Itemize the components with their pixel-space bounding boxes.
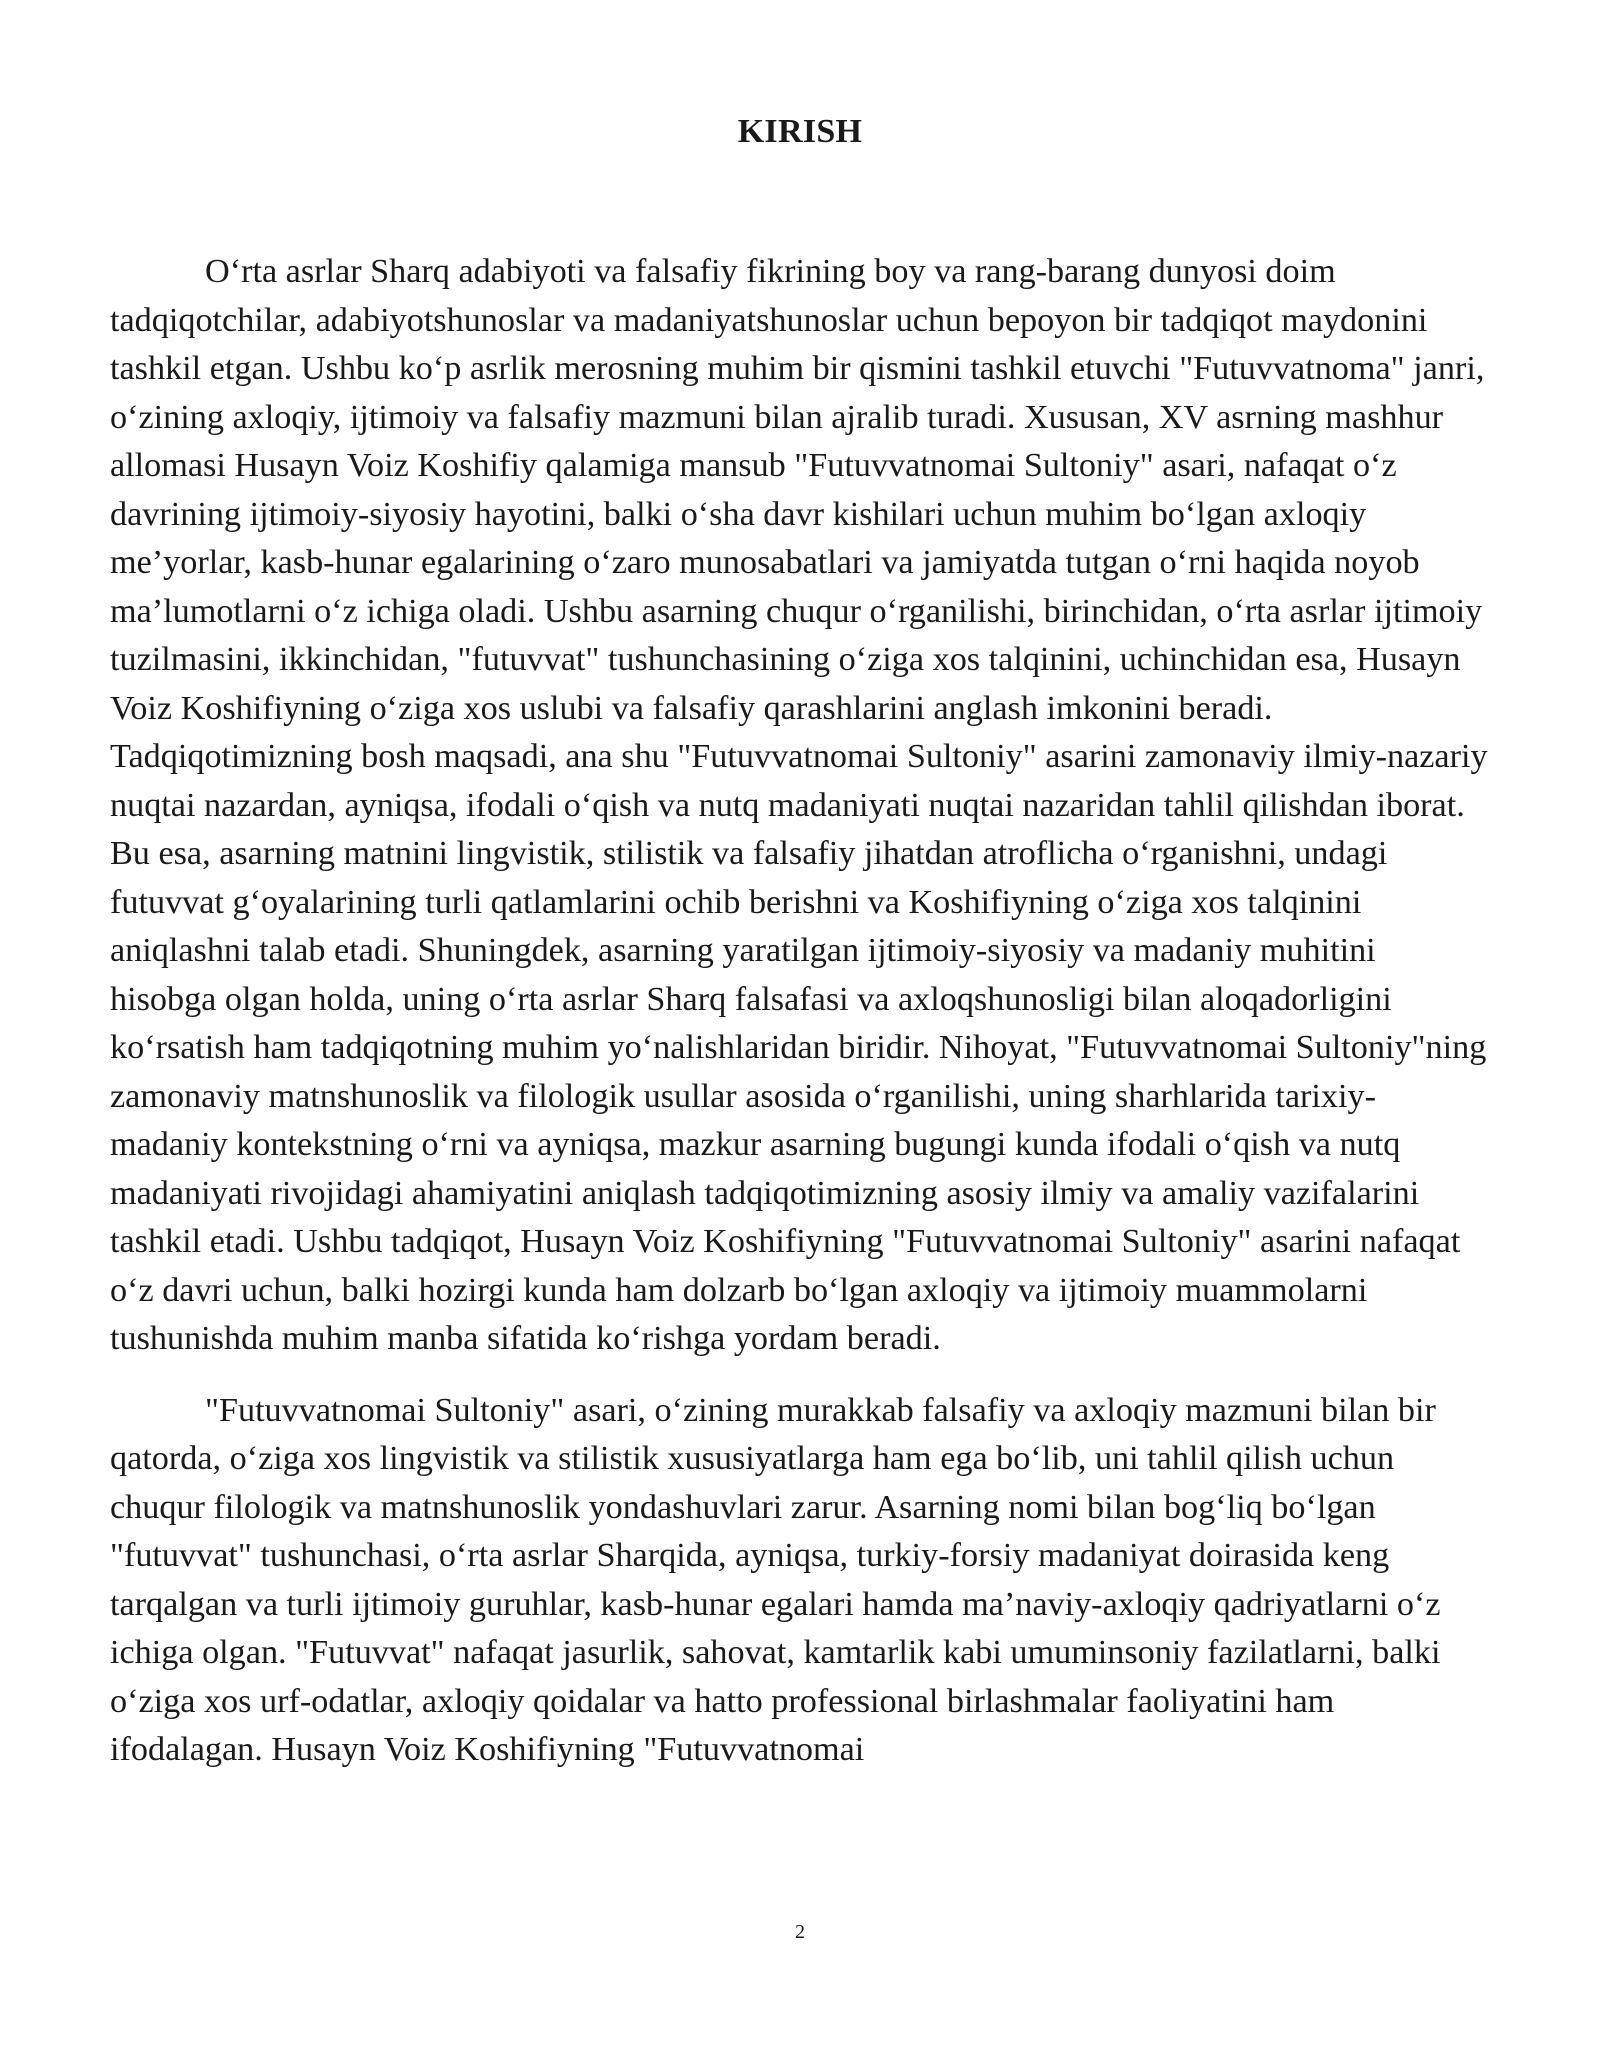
page-number: 2 (795, 1921, 805, 1943)
page-title: KIRISH (737, 113, 863, 150)
paragraph-1: O‘rta asrlar Sharq adabiyoti va falsafiy fikrining boy va rang-barang dunyosi doim tadqiqotchilar, adabiyotshunoslar va madaniyatshunoslar uchun bepoyon bir tadqiqot maydonini tashkil etgan. Ushbu ko‘p asrlik merosning muhim bir qismini tashkil etuvchi "Futuvvatnoma" janri, o‘zining axloqiy, ijtimoiy va falsafiy mazmuni bilan ajralib turadi. Xususan, XV asrning mashhur allomasi Husayn Voiz Koshifiy qalamiga mansub "Futuvvatnomai Sultoniy" asari, nafaqat o‘z davrining ijtimoiy-siyosiy hayotini, balki o‘sha davr kishilari uchun muhim bo‘lgan axloqiy me’yorlar, kasb-hunar egalarining o‘zaro munosabatlari va jamiyatda tutgan o‘rni haqida noyob ma’lumotlarni o‘z ichiga oladi. Ushbu asarning chuqur o‘rganilishi, birinchidan, o‘rta asrlar ijtimoiy tuzilmasini, ikkinchidan, "futuvvat" tushunchasining o‘ziga xos talqinini, uchinchidan esa, Husayn Voiz Koshifiyning o‘ziga xos uslubi va falsafiy qarashlarini anglash imkonini beradi. Tadqiqotimizning bosh maqsadi, ana shu "Futuvvatnomai Sultoniy" asarini zamonaviy ilmiy-nazariy nuqtai nazardan, ayniqsa, ifodali o‘qish va nutq madaniyati nuqtai nazaridan tahlil qilishdan iborat. Bu esa, asarning matnini lingvistik, stilistik va falsafiy jihatdan atroflicha o‘rganishni, undagi futuvvat g‘oyalarining turli qatlamlarini ochib berishni va Koshifiyning o‘ziga xos talqinini aniqlashni talab etadi. Shuningdek, asarning yaratilgan ijtimoiy-siyosiy va madaniy muhitini hisobga olgan holda, uning o‘rta asrlar Sharq falsafasi va axloqshunosligi bilan aloqadorligini ko‘rsatish ham tadqiqotning muhim yo‘nalishlaridan biridir. Nihoyat, "Futuvvatnomai Sultoniy"ning zamonaviy matnshunoslik va filologik usullar asosida o‘rganilishi, uning sharhlarida tarixiy-madaniy kontekstning o‘rni va ayniqsa, mazkur asarning bugungi kunda ifodali o‘qish va nutq madaniyati rivojidagi ahamiyatini aniqlash tadqiqotimizning asosiy ilmiy va amaliy vazifalarini tashkil etadi. Ushbu tadqiqot, Husayn Voiz Koshifiyning "Futuvvatnomai Sultoniy" asarini nafaqat o‘z davri uchun, balki hozirgi kunda ham dolzarb bo‘lgan axloqiy va ijtimoiy muammolarni tushunishda muhim manba sifatida ko‘rishga yordam beradi. (110, 253, 1488, 1357)
paragraph-2: "Futuvvatnomai Sultoniy" asari, o‘zining murakkab falsafiy va axloqiy mazmuni bilan bir qatorda, o‘ziga xos lingvistik va stilistik xususiyatlarga ham ega bo‘lib, uni tahlil qilish uchun chuqur filologik va matnshunoslik yondashuvlari zarur. Asarning nomi bilan bog‘liq bo‘lgan "futuvvat" tushunchasi, o‘rta asrlar Sharqida, ayniqsa, turkiy-forsiy madaniyat doirasida keng tarqalgan va turli ijtimoiy guruhlar, kasb-hunar egalari hamda ma’naviy-axloqiy qadriyatlarni o‘z ichiga olgan. "Futuvvat" nafaqat jasurlik, sahovat, kamtarlik kabi umuminsoniy fazilatlarni, balki o‘ziga xos urf-odatlar, axloqiy qoidalar va hatto professional birlashmalar faoliyatini ham ifodalagan. Husayn Voiz Koshifiyning "Futuvvatnomai (110, 1391, 1441, 1768)
body-text (110, 248, 1490, 1775)
